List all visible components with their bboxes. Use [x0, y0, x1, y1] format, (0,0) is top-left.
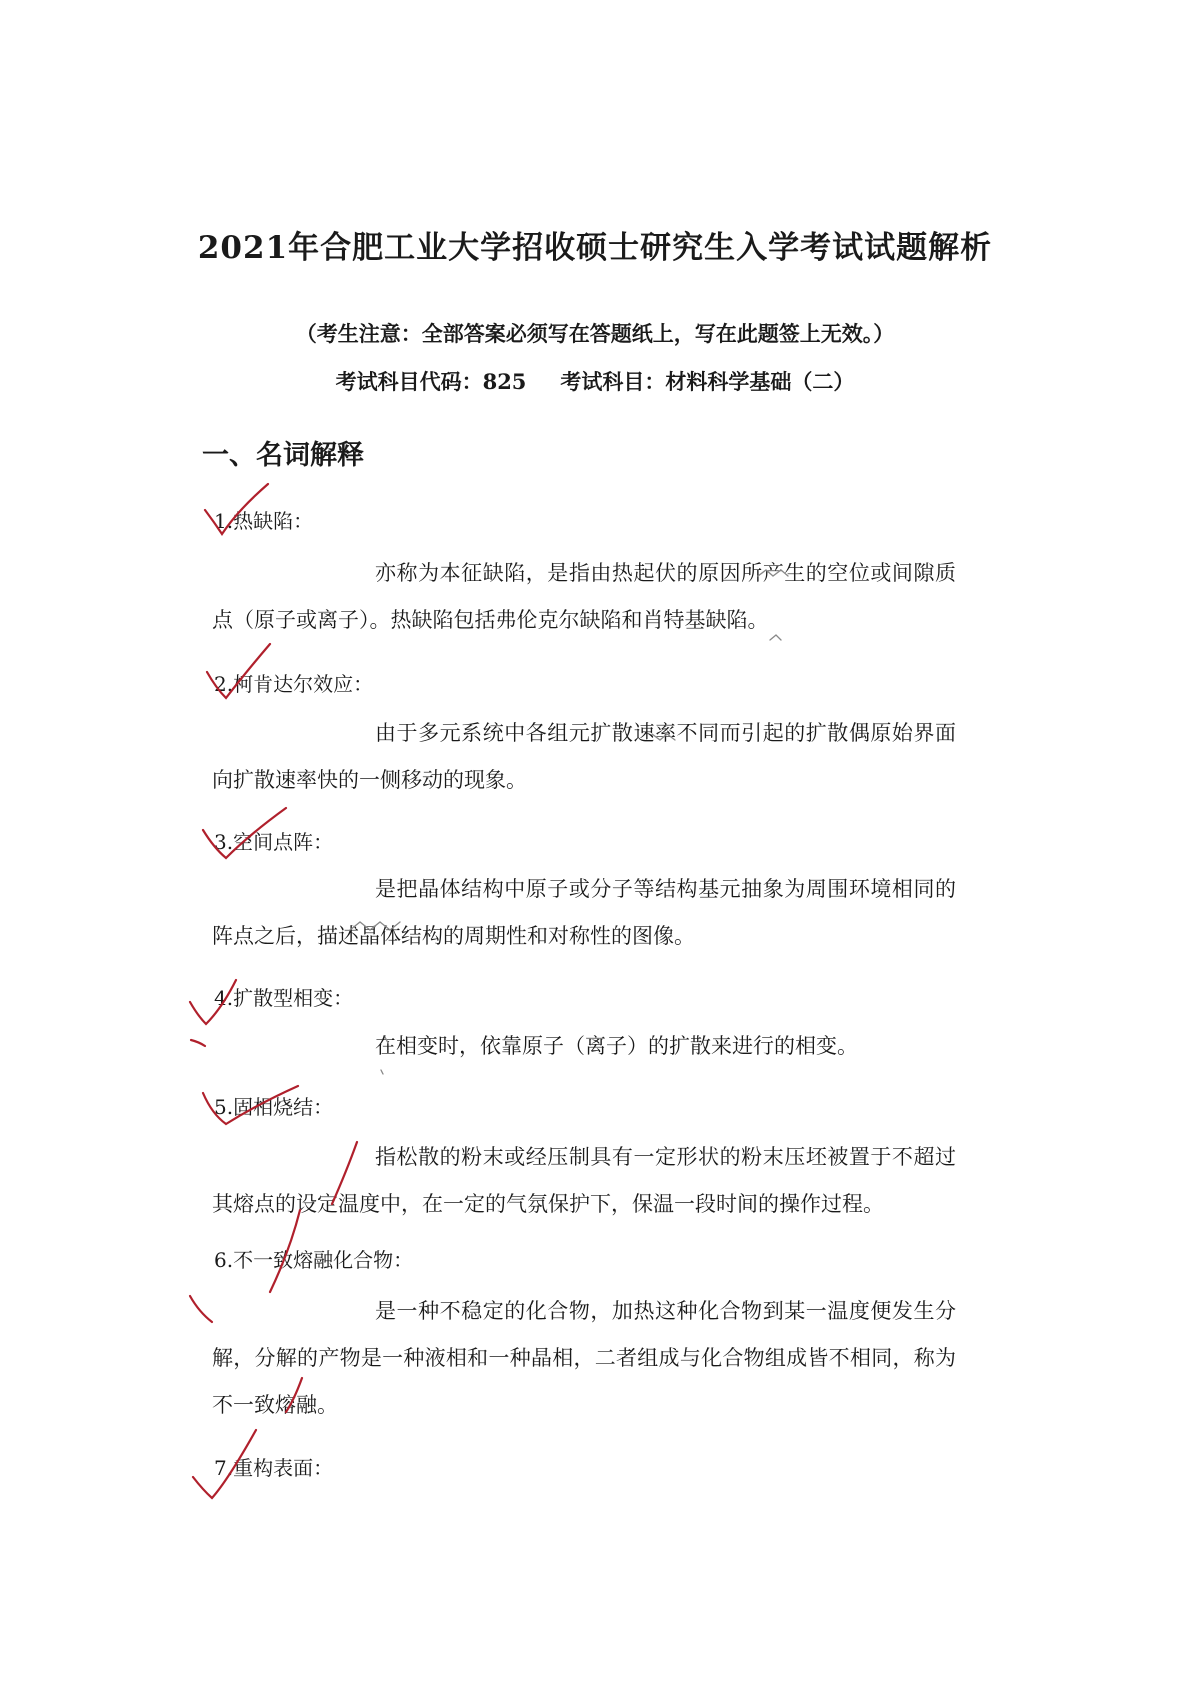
term-label: 1.热缺陷： — [214, 509, 314, 533]
subject-name: 考试科目：材料科学基础（二） — [560, 369, 855, 394]
term-definition: 指松散的粉末或经压制具有一定形状的粉末压坯被置于不超过其熔点的设定温度中，在一定的气氛保护下，保温一段时间的操作过程。 — [212, 1145, 956, 1216]
check-mark-icon — [191, 1040, 205, 1046]
term-definition: 是把晶体结构中原子或分子等结构基元抽象为周围环境相同的阵点之后，描述晶体结构的周期性和对称性的图像。 — [212, 877, 956, 948]
term-label: 3.空间点阵： — [214, 830, 334, 854]
section-title: 一、名词解释 — [202, 440, 364, 471]
subject-line — [0, 366, 1190, 396]
scan-artifact-icon — [381, 1070, 383, 1074]
term-label: 7.重构表面： — [214, 1456, 334, 1480]
check-mark-icon — [190, 1296, 212, 1322]
term-label: 6.不一致熔融化合物： — [214, 1248, 414, 1272]
term-definition: 亦称为本征缺陷，是指由热起伏的原因所产生的空位或间隙质点（原子或离子）。热缺陷包括弗伦克尔缺陷和肖特基缺陷。 — [212, 561, 956, 632]
term-definition: 是一种不稳定的化合物，加热这种化合物到某一温度便发生分解，分解的产物是一种液相和一种晶相，二者组成与化合物组成皆不相同，称为不一致熔融。 — [212, 1299, 956, 1417]
term-label: 4.扩散型相变： — [214, 986, 354, 1010]
term-definition: 由于多元系统中各组元扩散速率不同而引起的扩散偶原始界面向扩散速率快的一侧移动的现象。 — [212, 721, 956, 792]
term-definition: 在相变时，依靠原子（离子）的扩散来进行的相变。 — [375, 1034, 858, 1058]
term-label: 2.柯肯达尔效应： — [214, 672, 374, 696]
document-title: 2021年合肥工业大学招收硕士研究生入学考试试题解析 — [197, 230, 993, 266]
exam-notice: （考生注意：全部答案必须写在答题纸上，写在此题签上无效。） — [295, 321, 895, 346]
subject-code: 考试科目代码：825 — [335, 369, 527, 394]
term-label: 5.固相烧结： — [214, 1095, 334, 1119]
